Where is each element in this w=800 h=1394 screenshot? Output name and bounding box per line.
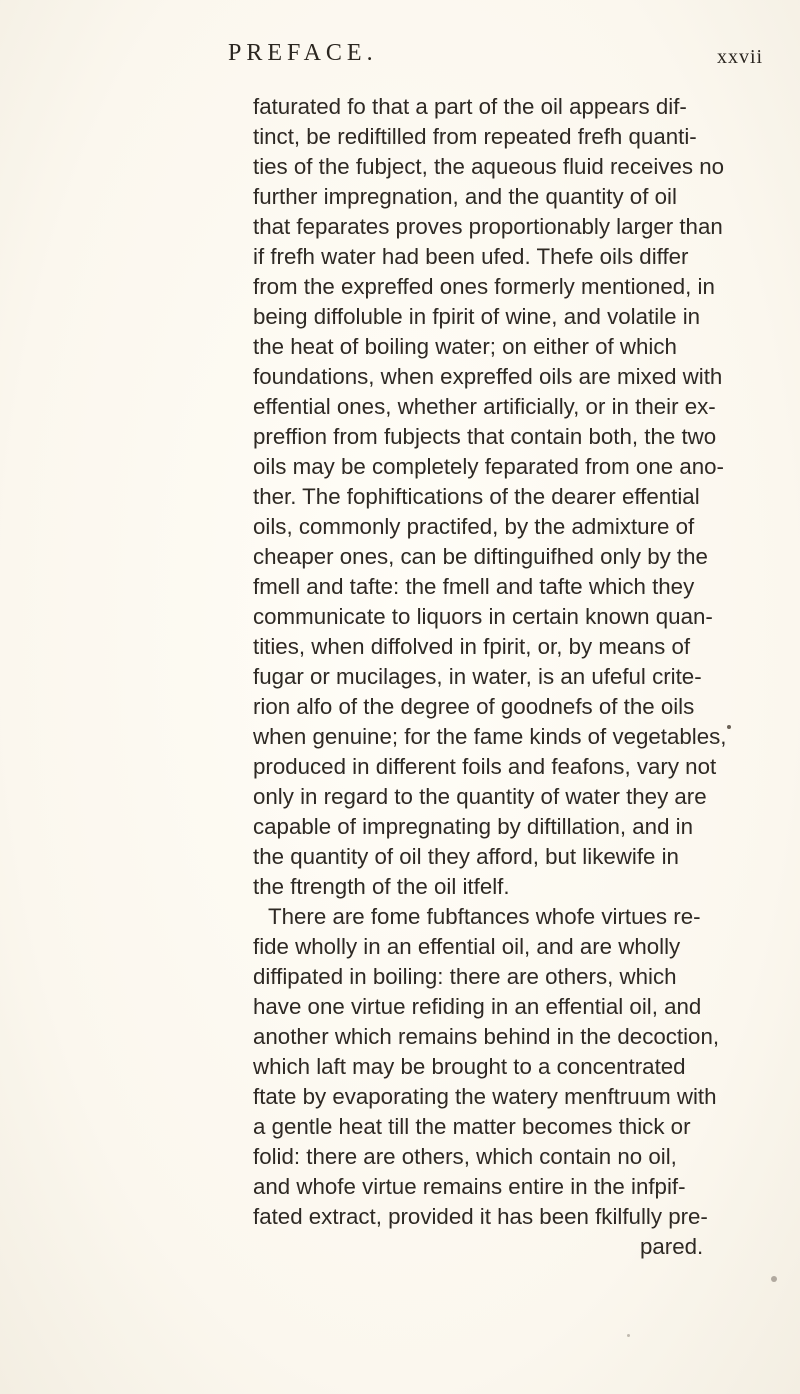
catchword: pared. — [640, 1234, 704, 1259]
text-line: fated extract, provided it has been fkilfully pre- — [253, 1204, 708, 1229]
text-line: fugar or mucilages, in water, is an ufeful crite- — [253, 664, 702, 689]
text-line: only in regard to the quantity of water they are — [253, 784, 707, 809]
ink-speck — [727, 725, 731, 729]
text-line: foundations, when expreffed oils are mixed with — [253, 364, 723, 389]
text-line: another which remains behind in the decoction, — [253, 1024, 720, 1049]
text-line: if frefh water had been ufed. Thefe oils differ — [253, 244, 689, 269]
text-line: diffipated in boiling: there are others, which — [253, 964, 677, 989]
text-line: have one virtue refiding in an effential oil, and — [253, 994, 702, 1019]
text-line: cheaper ones, can be diftinguifhed only by the — [253, 544, 708, 569]
running-head — [0, 40, 800, 76]
text-line: which laft may be brought to a concentrated — [253, 1054, 686, 1079]
page-number: xxvii — [717, 46, 764, 68]
text-line: communicate to liquors in certain known quan- — [253, 604, 713, 629]
text-line: effential ones, whether artificially, or in their ex- — [253, 394, 716, 419]
text-line: fmell and tafte: the fmell and tafte which they — [253, 574, 695, 599]
text-line: oils, commonly practifed, by the admixture of — [253, 514, 695, 539]
text-line: ftate by evaporating the watery menftruum with — [253, 1084, 717, 1109]
text-line: the heat of boiling water; on either of which — [253, 334, 677, 359]
text-line: from the expreffed ones formerly mentioned, in — [253, 274, 715, 299]
text-line: a gentle heat till the matter becomes thick or — [253, 1114, 691, 1139]
text-line: faturated fo that a part of the oil appears dif- — [253, 94, 687, 119]
text-line: tinct, be rediftilled from repeated frefh quanti- — [253, 124, 697, 149]
text-line: rion alfo of the degree of goodnefs of the oils — [253, 694, 695, 719]
text-line: tities, when diffolved in fpirit, or, by means of — [253, 634, 691, 659]
running-title: PREFACE. — [228, 40, 378, 66]
text-line: being diffoluble in fpirit of wine, and volatile in — [253, 304, 701, 329]
text-line: ther. The fophiftications of the dearer effential — [253, 484, 700, 509]
text-line: the ftrength of the oil itfelf. — [253, 874, 510, 899]
text-line: folid: there are others, which contain no oil, — [253, 1144, 677, 1169]
text-line: when genuine; for the fame kinds of vegetables, — [253, 724, 727, 749]
text-line: ties of the fubject, the aqueous fluid receives no — [253, 154, 725, 179]
text-line: preffion from fubjects that contain both, the two — [253, 424, 717, 449]
ink-speck — [627, 1334, 630, 1337]
text-line: fide wholly in an effential oil, and are wholly — [253, 934, 681, 959]
text-line: the quantity of oil they afford, but likewife in — [253, 844, 679, 869]
text-line: capable of impregnating by diftillation, and in — [253, 814, 694, 839]
text-line: that feparates proves proportionably larger than — [253, 214, 723, 239]
text-line: produced in different foils and feafons, vary not — [253, 754, 717, 779]
text-line: oils may be completely feparated from one ano- — [253, 454, 724, 479]
text-line: and whofe virtue remains entire in the infpif- — [253, 1174, 686, 1199]
text-line: There are fome fubftances whofe virtues re- — [268, 904, 701, 929]
ink-speck — [771, 1276, 777, 1282]
text-line: further impregnation, and the quantity of oil — [253, 184, 677, 209]
